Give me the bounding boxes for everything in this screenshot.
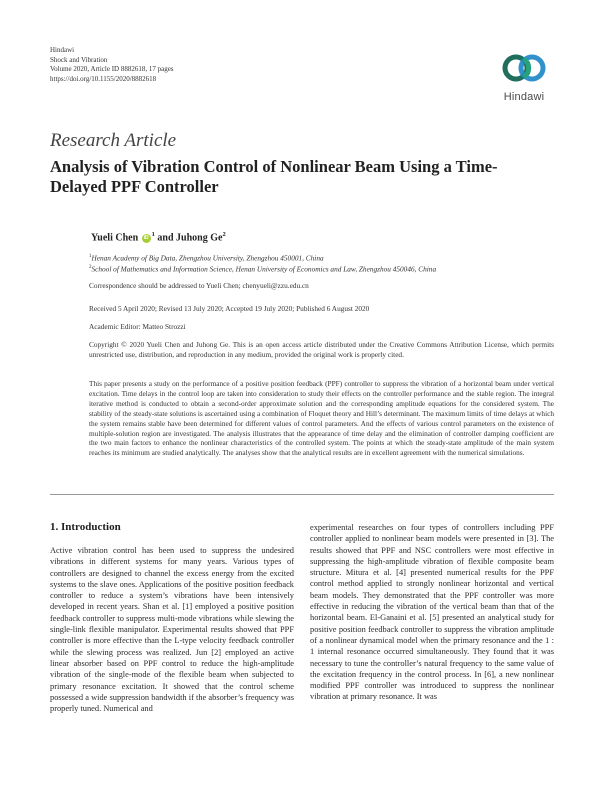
section-divider bbox=[50, 494, 554, 495]
author-name[interactable]: Juhong Ge bbox=[176, 232, 223, 244]
correspondence: Correspondence should be addressed to Yueli Chen; chenyueli@zzu.edu.cn bbox=[89, 281, 309, 290]
affiliation-line bbox=[89, 263, 554, 274]
orcid-icon[interactable]: iD bbox=[143, 235, 149, 242]
doi-link[interactable]: https://doi.org/10.1155/2020/8882618 bbox=[50, 74, 157, 83]
author-conjunction: and bbox=[154, 232, 177, 244]
body-column-left: Active vibration control has been used to suppress the undesired vibrations in different systems for many years. Various types of controllers are designed to channel the excess energy from the excited systems to the slave ones. Applications of the positive position feedback controller to reduce a system’s vibrations have been intensively developed in recent years. Shan et al. [1] employed a positive position feedback controller to suppress multi-mode vibrations while slewing the single-link flexible manipulator. Experimental results showed that PPF controller is more effective than the L-type velocity feedback controller while the slewing process was realized. Jun [2] employed an active linear absorber based on PPF control to reduce the high-amplitude vibration of the single-mode of the flexible beam when subjected to primary resonance excitation. It showed that the control scheme possessed a wide suppression bandwidth if the absorber’s frequency was properly tuned. Numerical and bbox=[50, 546, 294, 714]
affiliation-line bbox=[89, 252, 554, 263]
affiliation-marker: 2 bbox=[89, 265, 92, 271]
affiliation-marker: 2 bbox=[222, 231, 226, 238]
affiliations bbox=[89, 252, 554, 275]
publisher-name: Hindawi bbox=[50, 46, 75, 54]
affiliation-text: School of Mathematics and Information Science, Henan University of Economics and Law, Zhengzhou 450046, China bbox=[91, 264, 437, 274]
body-column-right: experimental researches on four types of controllers including PPF controller applied to nonlinear beam models were presented in [3]. The results showed that PPF and NSC controllers were most effective in suppressing the high-amplitude vibration of flexible composite beam structure. Mitura et al. [4] presented numerical results for the PPF control method applied to strongly nonlinear horizontal and vertical beam models. They demonstrated that the PPF controller was more effective in reducing the vibration of the vertical beam than that of the horizontal beam. El-Ganaini et al. [5] presented an analytical study for positive position feedback controller to suppress the vibration amplitude of a nonlinear dynamical model when the primary resonance and the 1 : 1 internal resonance occurred simultaneously. They found that it was necessary to tune the controller’s natural frequency to the same value of the excitation frequency in the control process. In [6], a new nonlinear modified PPF controller was introduced to suppress the nonlinear vibration at primary resonance. It was bbox=[310, 523, 554, 702]
journal-name: Shock and Vibration bbox=[50, 55, 108, 64]
article-title: Analysis of Vibration Control of Nonlinear Beam Using a Time-Delayed PPF Controller bbox=[50, 157, 498, 196]
copyright-notice: Copyright © 2020 Yueli Chen and Juhong Ge. This is an open access article distributed under the Creative Commons Attribution License, which permits unrestricted use, distribution, and reproduction in any medium, provided the original work is properly cited. bbox=[89, 340, 554, 359]
abstract: This paper presents a study on the performance of a positive position feedback (PPF) controller to suppress the vibration of a horizontal beam under vertical excitation. Time delays in the control loop are taken into consideration to study their effects on the controller performance and the stable region. The integral iterative method is conducted to obtain a second-order approximate solution and the corresponding amplitude equations for the considered system. The stability of the steady-state solutions is ascertained using a combination of Floquet theory and Hill’s determinant. The maximum limits of time delays at which the system remains stable have been determined for different values of control parameters. And the effects of various control parameters on the existence of multiple-solution region are investigated. The analysis illustrates that the appearance of time delay and the elimination of controller damping coefficient are the two main factors to enhance the nonlinear characteristics of the controlled system. The points at which the steady-state amplitude of the main system reaches its minimum are studied analytically. The analyses show that the analytical results are in excellent agreement with the numerical simulations. bbox=[89, 379, 554, 458]
affiliation-text: Henan Academy of Big Data, Zhengzhou University, Zhengzhou 450001, China bbox=[91, 253, 324, 263]
volume-line: Volume 2020, Article ID 8882618, 17 pages bbox=[50, 65, 174, 73]
publication-dates: Received 5 April 2020; Revised 13 July 2020; Accepted 19 July 2020; Published 6 August 2020 bbox=[89, 304, 370, 313]
affiliation-marker: 1 bbox=[151, 231, 155, 238]
hindawi-logo-icon bbox=[496, 48, 552, 88]
section-heading: 1. Introduction bbox=[50, 521, 121, 533]
journal-metadata bbox=[50, 46, 174, 84]
hindawi-wordmark: Hindawi bbox=[503, 91, 545, 103]
author-name[interactable]: Yueli Chen bbox=[91, 232, 139, 244]
article-type: Research Article bbox=[50, 130, 177, 151]
affiliation-marker: 1 bbox=[89, 254, 92, 259]
author-list bbox=[91, 231, 226, 243]
academic-editor: Academic Editor: Matteo Strozzi bbox=[89, 322, 186, 331]
